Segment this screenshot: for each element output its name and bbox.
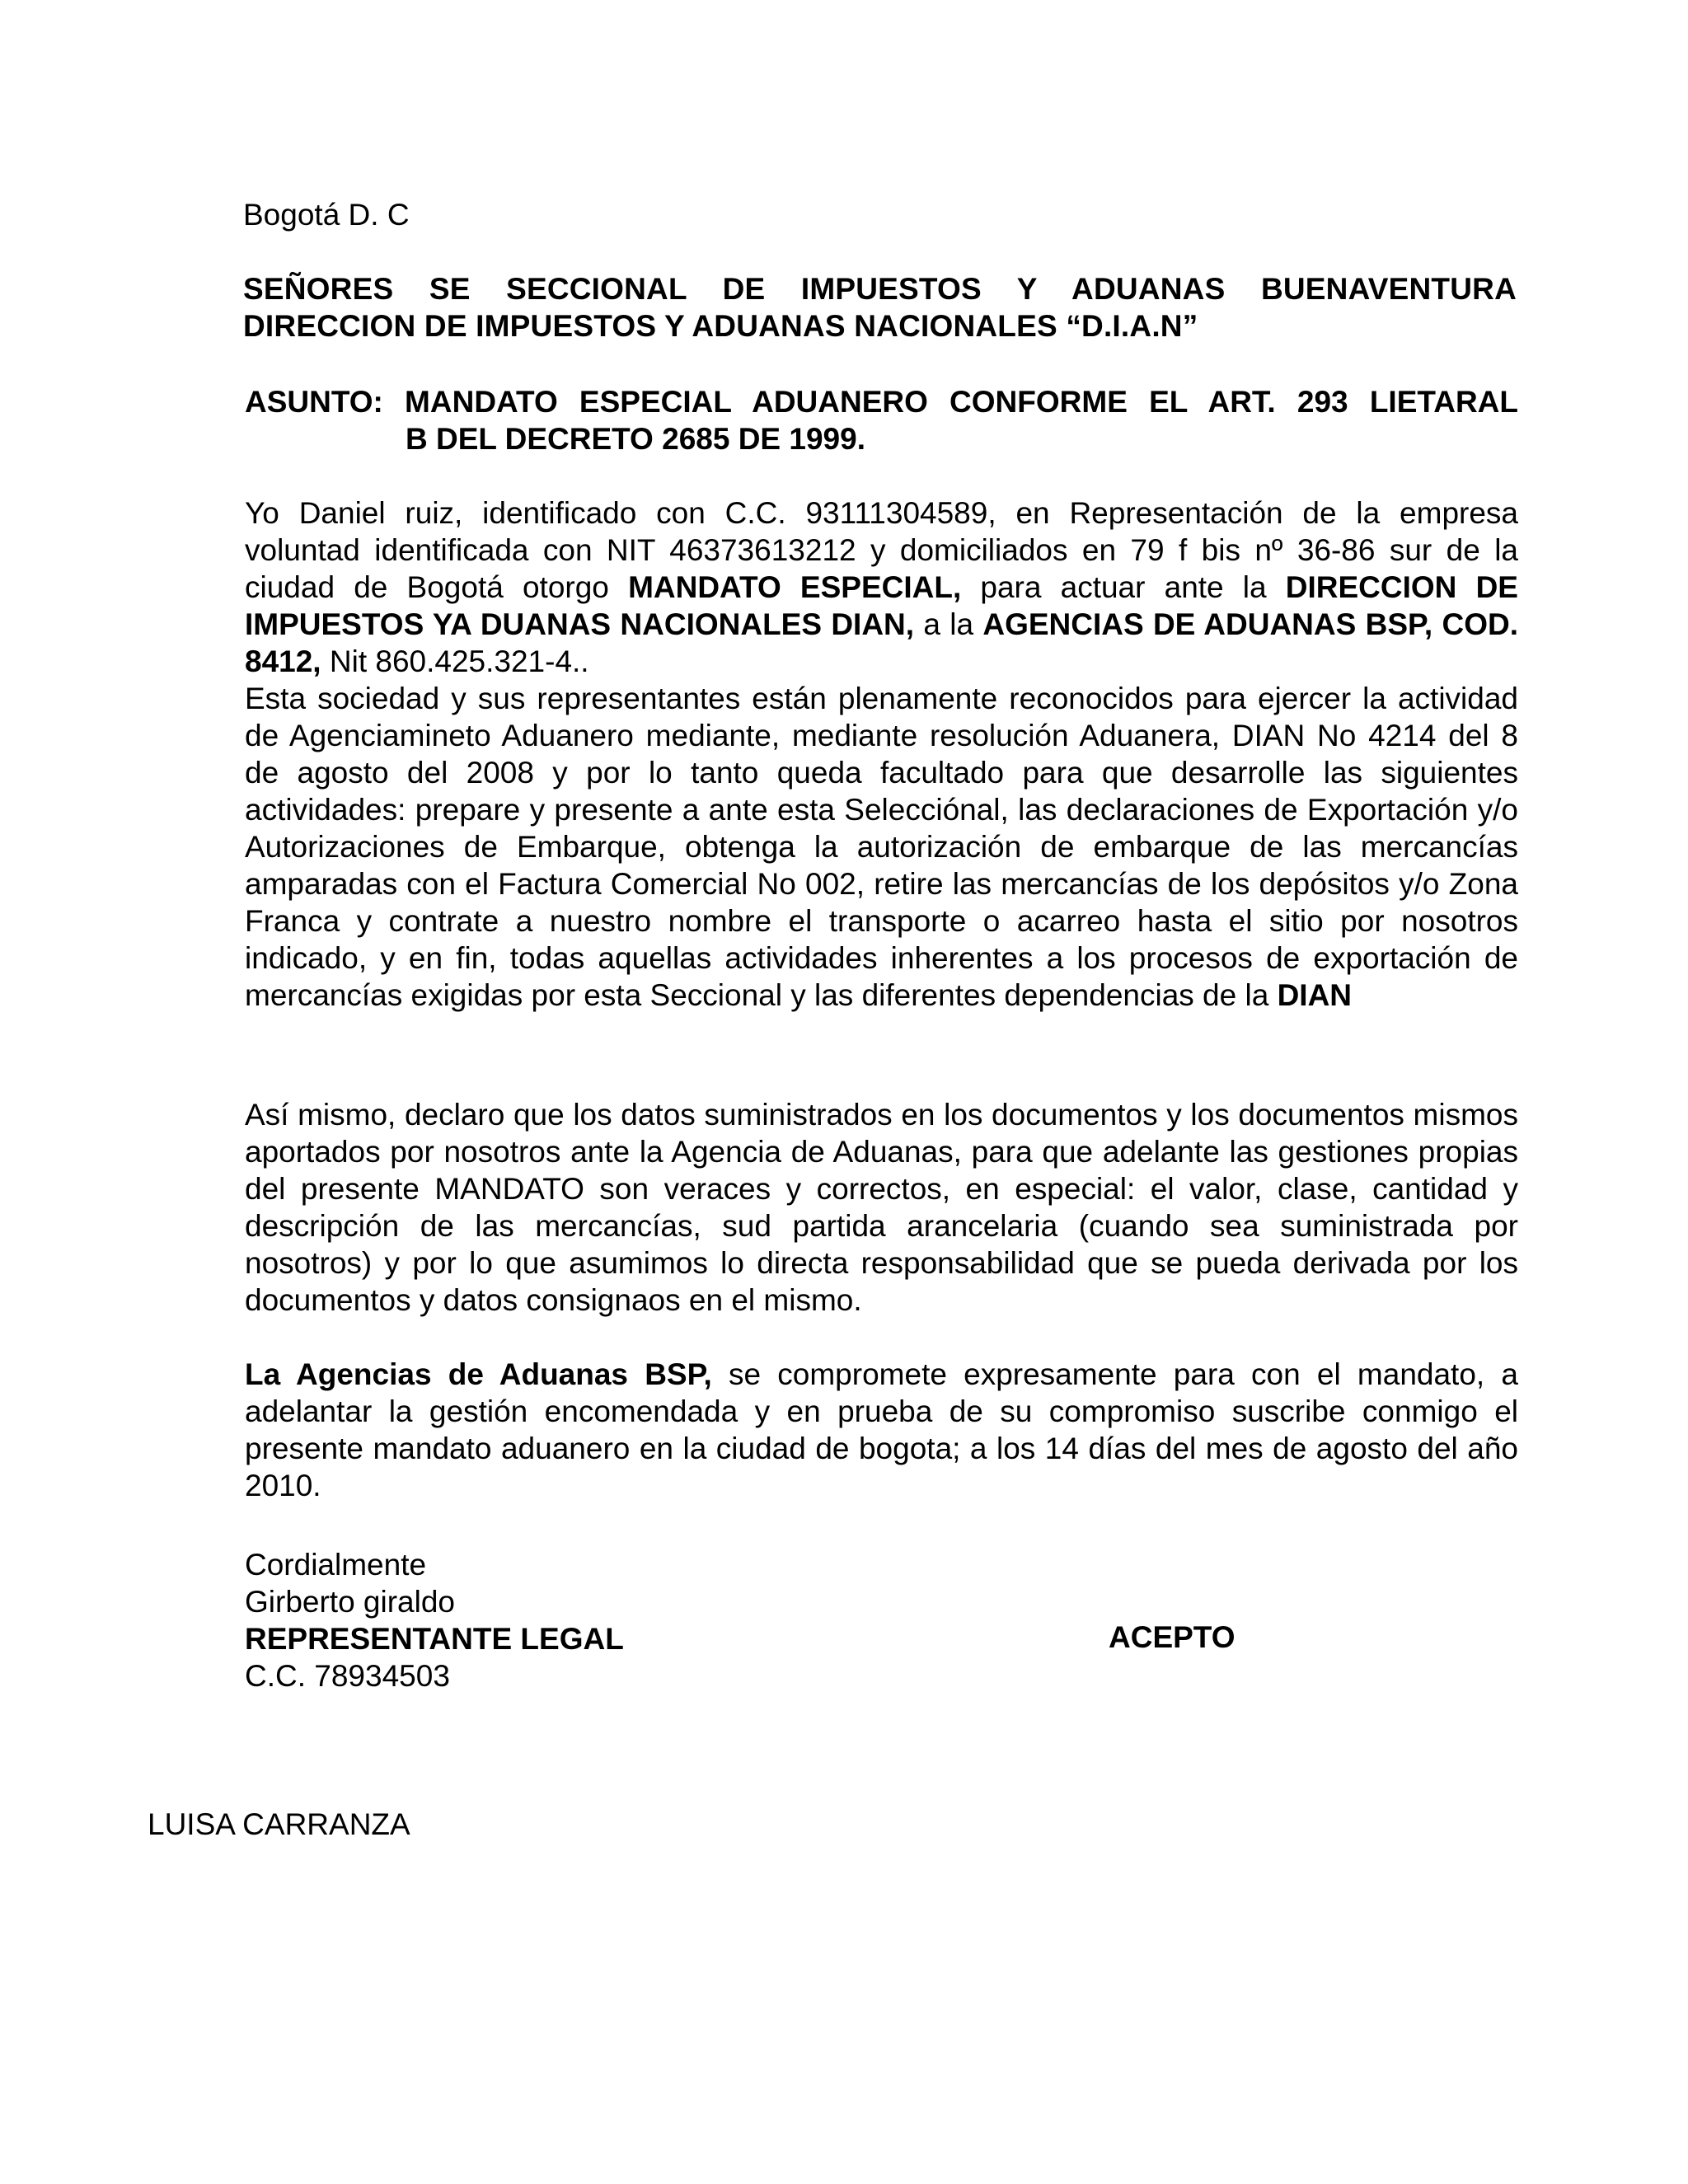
footer-name: LUISA CARRANZA <box>148 1807 410 1841</box>
signer-title: REPRESENTANTE LEGAL <box>245 1622 624 1656</box>
p1-text-a: Yo Daniel ruiz, identificado con C.C. 93111304589, en Representación de la empresa voluntad identificada con NIT 46373613212 y domiciliados en 79 f bis nº 36-86 sur de la ciudad de Bogotá otorgo <box>245 496 1518 604</box>
addressee <box>243 270 1517 344</box>
p1-text-e: a la <box>914 607 983 641</box>
p2-dian: DIAN <box>1277 978 1353 1012</box>
p4-agency: La Agencias de Aduanas BSP, <box>245 1357 712 1391</box>
addressee-line-1: SEÑORES SE SECCIONAL DE IMPUESTOS Y ADUANAS BUENAVENTURA <box>243 272 1517 306</box>
addressee-line-2: DIRECCION DE IMPUESTOS Y ADUANAS NACIONALES “D.I.A.N” <box>243 309 1198 343</box>
signer-name: Girberto giraldo <box>245 1585 456 1619</box>
signature-block <box>245 1546 624 1694</box>
p1-text-c: para actuar ante la <box>961 570 1286 604</box>
body-paragraph-1 <box>245 494 1518 1014</box>
paragraph-2-text <box>245 680 1518 1014</box>
p4-text: se compromete expresamente para con el mandato, a adelantar la gestión encomendada y en prueba de su compromiso suscribe conmigo el presente mandato aduanero en la ciudad de bogota; a los 14 días del mes de agosto del año 2010. <box>245 1357 1518 1502</box>
signer-id: C.C. 78934503 <box>245 1659 450 1693</box>
p1-agency-name: AGENCIAS DE ADUANAS BSP, COD. 8412, <box>245 607 1518 678</box>
p1-mandato-especial: MANDATO ESPECIAL, <box>628 570 962 604</box>
body-paragraph-4 <box>245 1356 1518 1504</box>
accept-label: ACEPTO <box>1109 1620 1236 1654</box>
p1-nit: Nit 860.425.321-4.. <box>321 644 589 678</box>
closing: Cordialmente <box>245 1548 427 1582</box>
paragraph-1-text <box>245 494 1518 680</box>
subject <box>245 383 1518 457</box>
subject-line-2: B DEL DECRETO 2685 DE 1999. <box>406 422 865 456</box>
p2-text: Esta sociedad y sus representantes están plenamente reconocidos para ejercer la actividad de Agenciamineto Aduanero mediante, mediante resolución Aduanera, DIAN No 4214 del 8 de agosto del 2008 y por lo tanto queda facultado para que desarrolle las siguientes actividades: prepare y presente a ante esta Selecciónal, las declaraciones de Exportación y/o Autorizaciones de Embarque, obtenga la autorización de embarque de las mercancías amparadas con el Factura Comercial No 002, retire las mercancías de los depósitos y/o Zona Franca y contrate a nuestro nombre el transporte o acarreo hasta el sitio por nosotros indicado, y en fin, todas aquellas actividades inherentes a los procesos de exportación de mercancías exigidas por esta Seccional y las diferentes dependencias de la <box>245 682 1518 1012</box>
body-paragraph-3: Así mismo, declaro que los datos suministrados en los documentos y los documentos mismos aportados por nosotros ante la Agencia de Aduanas, para que adelante las gestiones propias del presente MANDATO son veraces y correctos, en especial: el valor, clase, cantidad y descripción de las mercancías, sud partida arancelaria (cuando sea suministrada por nosotros) y por lo que asumimos lo directa responsabilidad que se pueda derivada por los documentos y datos consignaos en el mismo. <box>245 1098 1518 1317</box>
p1-dian-name: DIRECCION DE IMPUESTOS YA DUANAS NACIONALES DIAN, <box>245 570 1518 641</box>
subject-line-1: ASUNTO: MANDATO ESPECIAL ADUANERO CONFORME EL ART. 293 LIETARAL <box>245 385 1518 419</box>
place-date: Bogotá D. C <box>243 198 410 232</box>
